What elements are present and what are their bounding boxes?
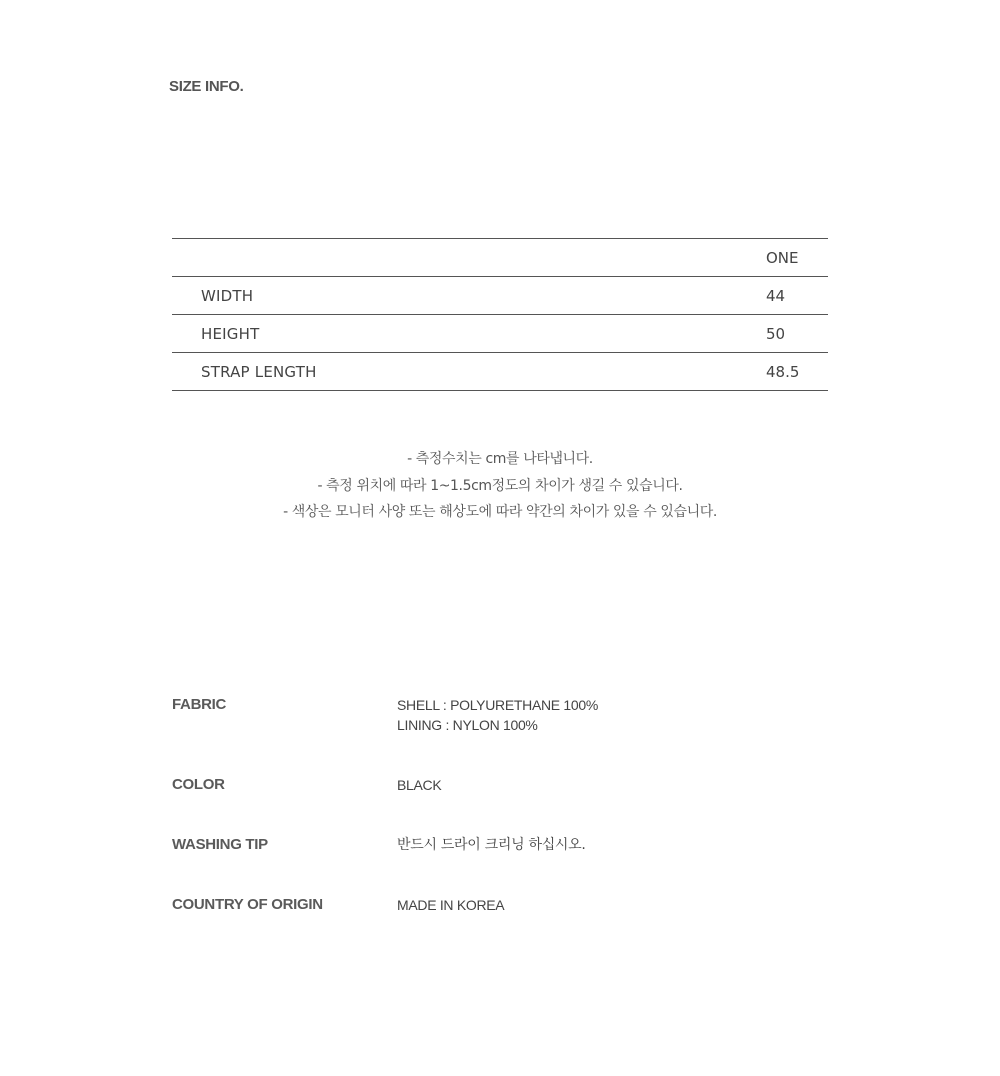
size-label-strap-length: STRAP LENGTH	[201, 363, 317, 381]
measurement-notes	[0, 448, 1000, 528]
note-line: - 측정수치는 cm를 나타냅니다.	[407, 451, 593, 467]
size-label-height: HEIGHT	[201, 325, 260, 343]
fabric-shell: SHELL : POLYURETHANE 100%	[397, 697, 599, 713]
color-value-text: BLACK	[397, 777, 442, 793]
size-value-strap-length: 48.5	[766, 363, 800, 381]
origin-value-text: MADE IN KOREA	[397, 897, 505, 913]
table-row	[172, 353, 828, 391]
fabric-label: FABRIC	[172, 696, 227, 713]
size-table	[172, 238, 828, 391]
table-row	[172, 315, 828, 353]
color-value	[397, 776, 441, 796]
table-row	[172, 277, 828, 315]
size-info-title: SIZE INFO.	[169, 78, 244, 95]
color-label: COLOR	[172, 776, 225, 793]
size-table-header-value: ONE	[766, 249, 799, 267]
washing-tip-label: WASHING TIP	[172, 836, 268, 853]
size-value-height: 50	[766, 325, 786, 343]
note-line: - 색상은 모니터 사양 또는 해상도에 따라 약간의 차이가 있을 수 있습니다.	[283, 504, 717, 520]
fabric-lining: LINING : NYLON 100%	[397, 717, 538, 733]
note-line: - 측정 위치에 따라 1~1.5cm정도의 차이가 생길 수 있습니다.	[317, 477, 683, 494]
origin-value	[397, 896, 504, 916]
origin-label: COUNTRY OF ORIGIN	[172, 896, 323, 913]
size-label-width: WIDTH	[201, 287, 254, 305]
size-table-header-row	[172, 239, 828, 277]
fabric-value	[397, 696, 598, 736]
washing-tip-value	[397, 836, 586, 856]
washing-tip-text: 반드시 드라이 크리닝 하십시오.	[397, 837, 586, 853]
size-value-width: 44	[766, 287, 786, 305]
